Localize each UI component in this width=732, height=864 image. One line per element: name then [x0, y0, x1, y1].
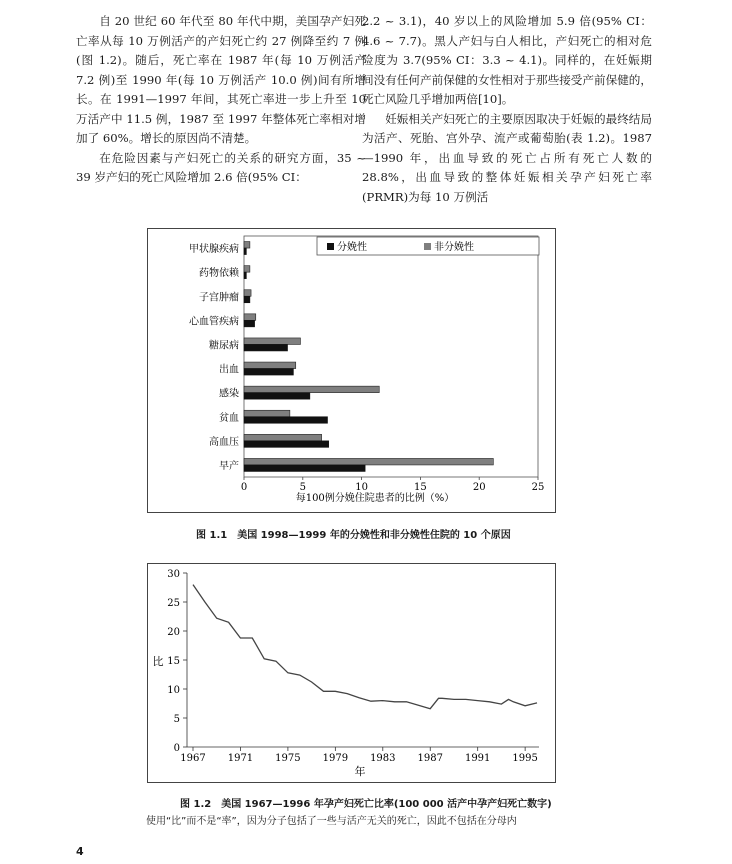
bar-delivery	[244, 465, 365, 472]
category-label: 心血管疾病	[189, 316, 239, 328]
x-axis-title: 年	[354, 765, 366, 778]
bar-nondelivery	[244, 314, 256, 321]
x-tick-label: 1991	[464, 753, 491, 764]
y-tick-label: 25	[167, 598, 180, 609]
figure-1-1-bar-chart	[147, 228, 556, 513]
category-label: 出血	[219, 364, 239, 376]
category-label: 子宫肿瘤	[199, 292, 239, 304]
legend	[317, 237, 539, 255]
figure-1-2-caption: 图 1.2 美国 1967—1996 年孕产妇死亡比率(100 000 活产中孕产妇死亡数字)	[180, 799, 552, 810]
category-label: 甲状腺疾病	[189, 244, 239, 256]
bar-nondelivery	[244, 386, 379, 393]
bar-delivery	[244, 369, 293, 376]
x-tick-label: 20	[472, 482, 486, 493]
figure-1-2-line-chart	[147, 563, 556, 783]
bar-nondelivery	[244, 434, 322, 441]
category-label: 药物依赖	[199, 268, 239, 280]
bar-delivery	[244, 272, 246, 279]
bar-nondelivery	[244, 410, 290, 417]
x-tick-label: 0	[240, 482, 248, 493]
x-tick-label: 10	[355, 482, 368, 493]
paragraph: 自 20 世纪 60 年代至 80 年代中期，美国孕产妇死亡率从每 10 万例活产的产妇死亡约 27 例降至约 7 例(图 1.2)。随后，死亡率在 1987 年(每 10 万例活产 7.2 例)至 1990 年(每 10 万例活产 10.0 例)间有所增长。在 1991—1997 年间，其死亡率进一步上升至 10 万活产中 11.5 例，1987 至 1997 年整体死亡率相对增加了 60%。增长的原因尚不清楚。	[76, 14, 366, 145]
x-tick-label: 1995	[512, 753, 538, 764]
bar-delivery	[244, 296, 250, 303]
right-text-column	[362, 12, 652, 207]
x-tick-label: 1979	[322, 753, 349, 764]
figure-frame	[148, 564, 556, 783]
bar-delivery	[244, 417, 327, 424]
bar-nondelivery	[244, 266, 250, 273]
y-tick-label: 15	[167, 656, 180, 667]
x-tick-label: 1975	[275, 753, 301, 764]
bar-delivery	[244, 441, 329, 448]
bar-delivery	[244, 393, 310, 400]
category-label: 早产	[219, 460, 239, 472]
category-label: 糖尿病	[209, 340, 239, 352]
category-label: 感染	[219, 388, 239, 400]
legend-label-delivery: 分娩性	[337, 242, 367, 253]
x-tick-label: 25	[531, 482, 545, 493]
y-tick-label: 10	[167, 685, 180, 696]
y-tick-label: 30	[167, 569, 180, 580]
x-tick-label: 15	[414, 482, 427, 493]
bar-delivery	[244, 344, 288, 351]
legend-swatch-delivery	[327, 243, 334, 250]
x-tick-label: 1983	[370, 753, 396, 764]
figure-1-1-caption: 图 1.1 美国 1998—1999 年的分娩性和非分娩性住院的 10 个原因	[196, 530, 511, 541]
x-tick-label: 1967	[180, 753, 206, 764]
legend-swatch-nondelivery	[424, 243, 431, 250]
x-axis-title: 每100例分娩住院患者的比例（%）	[295, 493, 455, 504]
y-axis-title: 比	[152, 655, 164, 668]
bar-delivery	[244, 320, 255, 327]
x-tick-label: 1987	[417, 753, 443, 764]
bar-nondelivery	[244, 458, 493, 465]
left-text-column	[76, 12, 366, 188]
x-tick-label: 1971	[227, 753, 254, 764]
bar-nondelivery	[244, 242, 250, 249]
y-tick-label: 0	[173, 743, 180, 754]
figure-1-2-note: 使用“比”而不是“率”，因为分子包括了一些与活产无关的死亡，因此不包括在分母内	[146, 816, 517, 827]
category-label: 高血压	[209, 436, 239, 448]
bar-delivery	[244, 248, 246, 255]
bar-nondelivery	[244, 338, 300, 345]
bar-nondelivery	[244, 290, 251, 297]
paragraph: 妊娠相关产妇死亡的主要原因取决于妊娠的最终结局为活产、死胎、宫外孕、流产或葡萄胎(表 1.2)。1987—1990 年，出血导致的死亡占所有死亡人数的 28.8%，出血导致的整体妊娠相关孕产妇死亡率(PRMR)为每 10 万例活	[362, 111, 652, 204]
y-tick-label: 5	[173, 714, 180, 725]
paragraph: 在危险因素与产妇死亡的关系的研究方面，35 ~ 39 岁产妇的死亡风险增加 2.6 倍(95% CI：	[76, 150, 366, 184]
y-tick-label: 20	[167, 627, 180, 638]
x-tick-label: 5	[299, 482, 306, 493]
category-label: 贫血	[219, 412, 239, 424]
paragraph: 2.2 ~ 3.1)，40 岁以上的风险增加 5.9 倍(95% CI：4.6 ~ 7.7)。黑人产妇与白人相比，产妇死亡的相对危险度为 3.7(95% CI：3.3 ~ 4.1)。同样的，在妊娠期间没有任何产前保健的女性相对于那些接受产前保健的，死亡风险几乎增加两倍[10]。	[362, 14, 652, 106]
legend-label-nondelivery: 非分娩性	[434, 242, 474, 253]
page-number: 4	[76, 845, 84, 858]
bar-nondelivery	[244, 362, 296, 369]
